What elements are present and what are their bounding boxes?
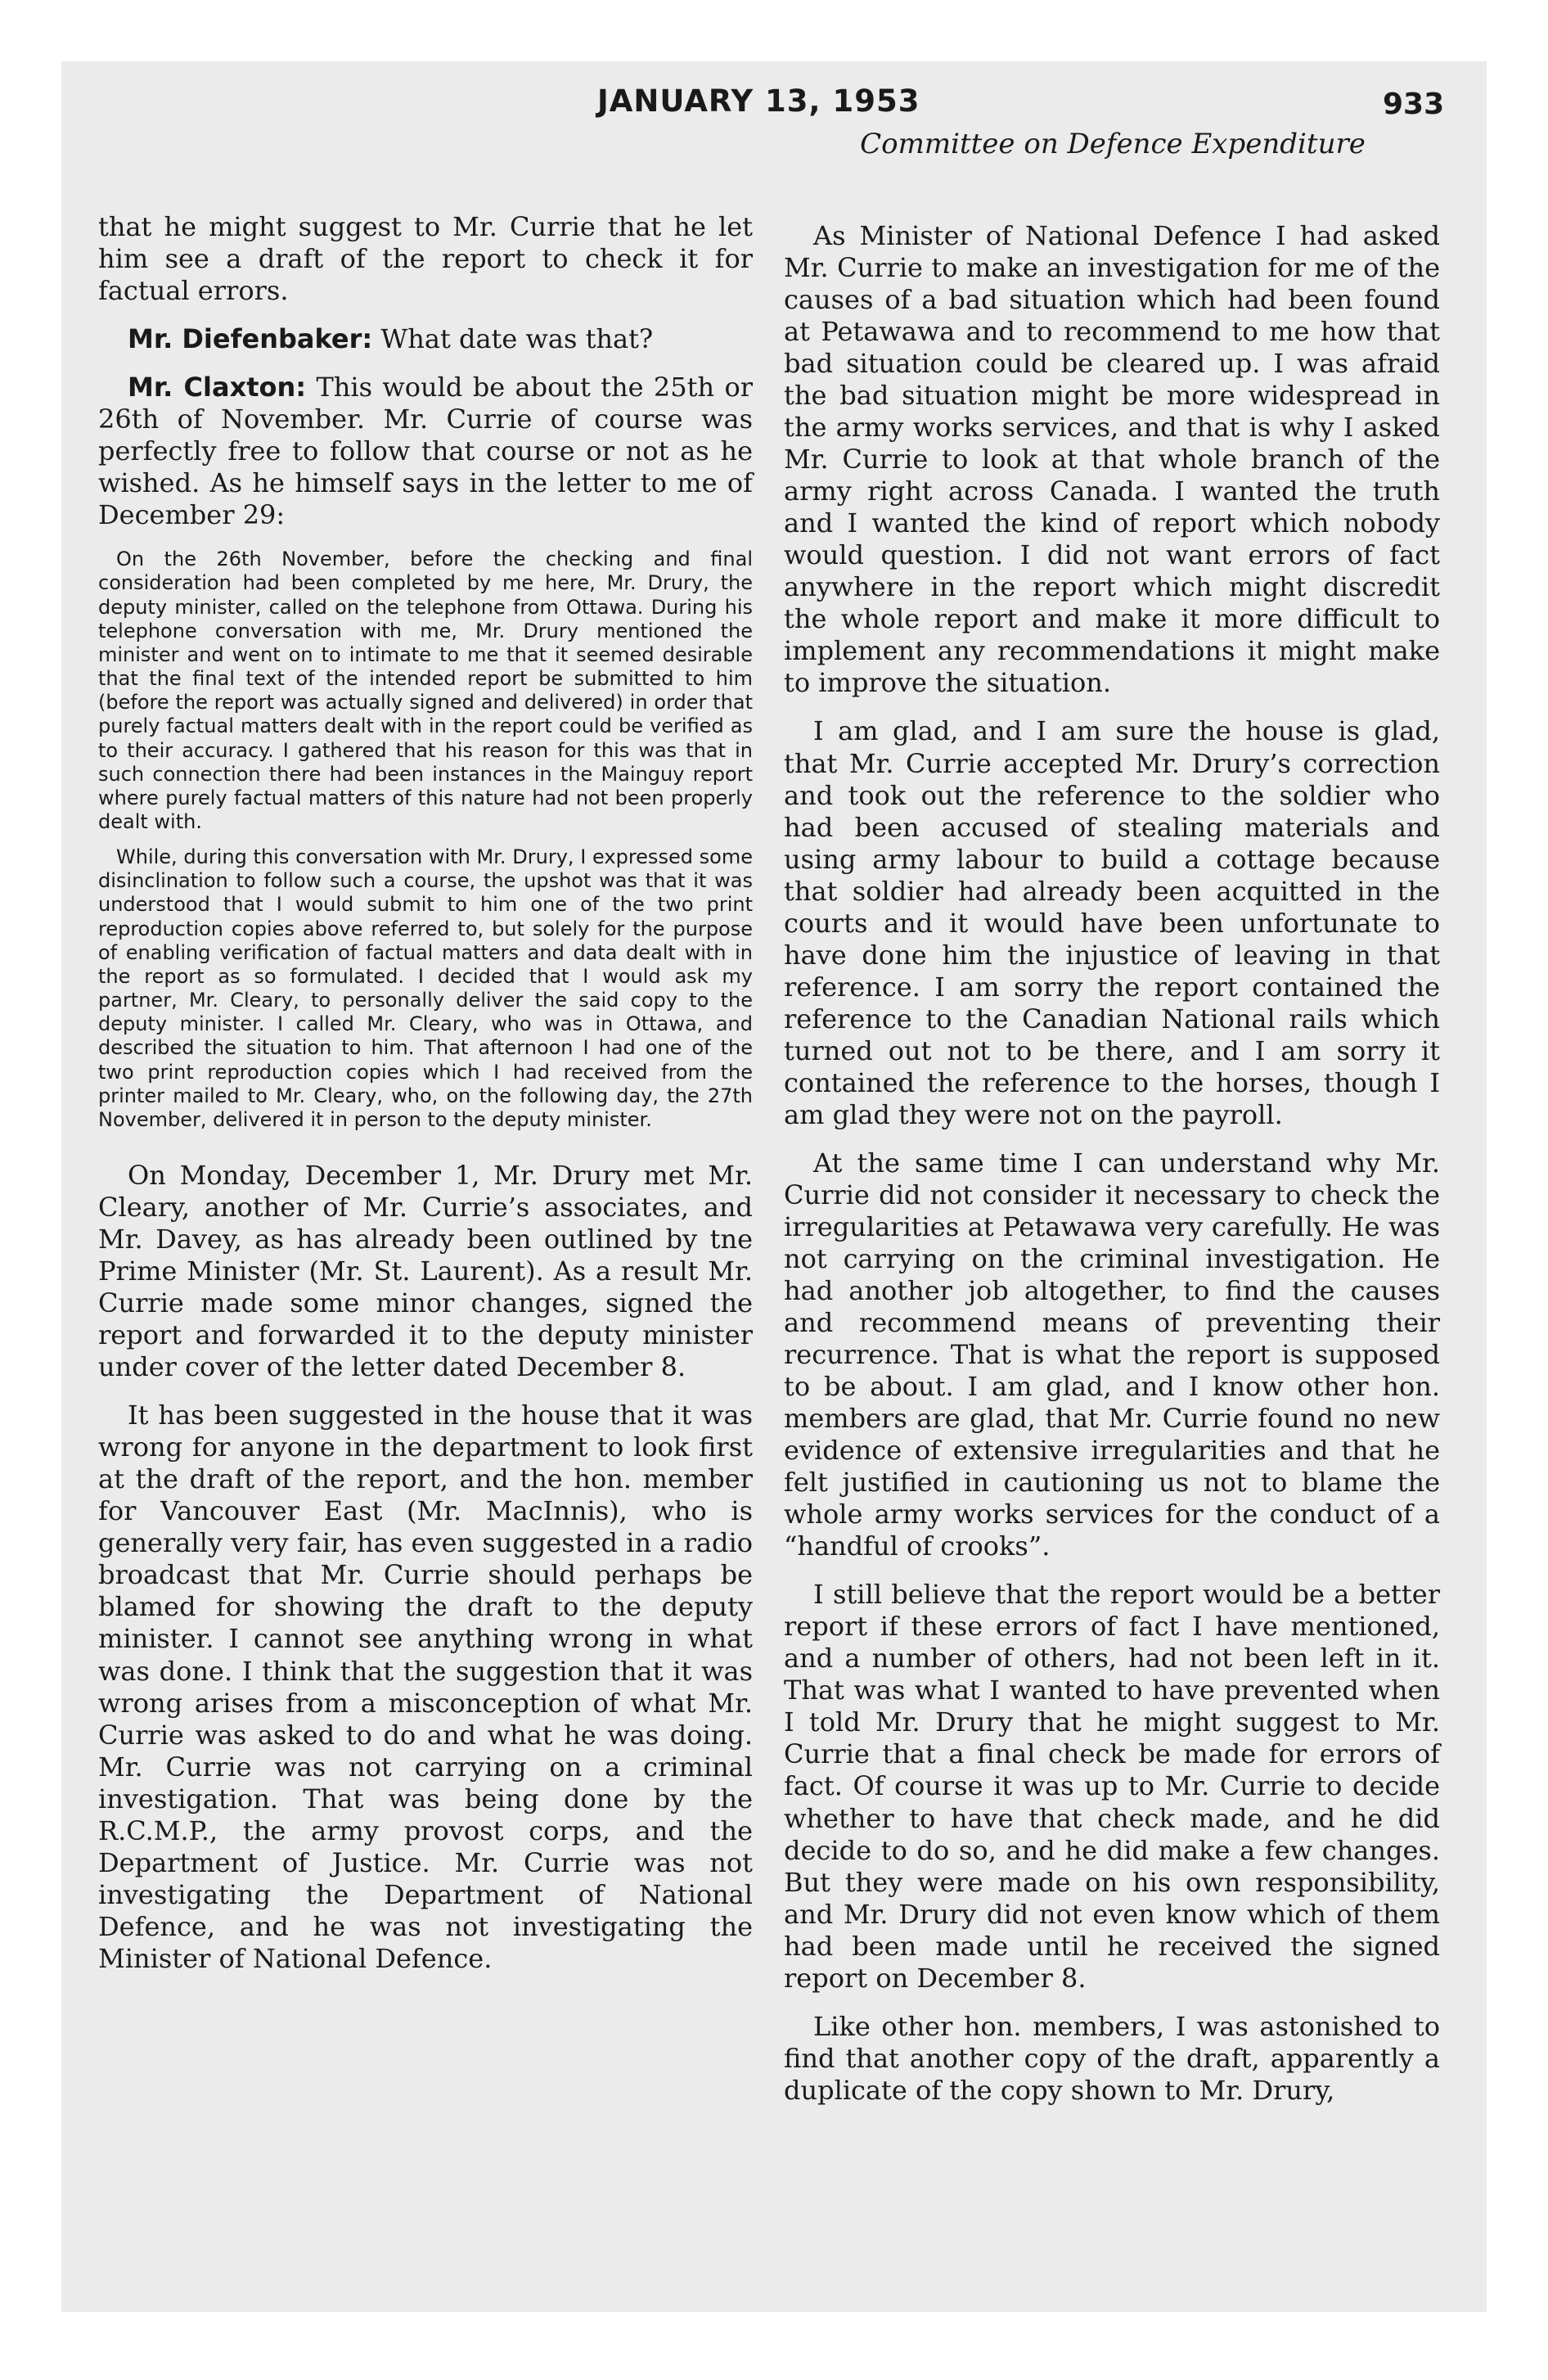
paragraph: It has been suggested in the house that it was wrong for anyone in the department to look first at the draft of the report, and the hon. member for Vancouver East (Mr. MacInnis), who is generally very fair, has even suggested in a radio broadcast that Mr. Currie should perhaps be blamed for showing the draft to the deputy minister. I cannot see anything wrong in what was done. I think that the suggestion that it was wrong arises from a misconception of what Mr. Currie was asked to do and what he was doing. Mr. Currie was not carrying on a criminal investigation. That was being done by the R.C.M.P., the army provost corps, and the Department of Justice. Mr. Currie was not investigating the Department of National Defence, and he was not investigating the Minister of National Defence.	[98, 1400, 753, 1974]
paragraph: I still believe that the report would be a better report if these errors of fact I have mentioned, and a number of others, had not been left in it. That was what I wanted to have prevented when I told Mr. Drury that he might suggest to Mr. Currie that a final check be made for errors of fact. Of course it was up to Mr. Currie to decide whether to have that check made, and he did decide to do so, and he did make a few changes. But they were made on his own responsibility, and Mr. Drury did not even know which of them had been made until he received the signed report on December 8.	[784, 1579, 1440, 1994]
quoted-letter-paragraph: While, during this conversation with Mr. Drury, I expressed some disinclination to follow such a course, the upshot was that it was understood that I would submit to him one of the two print reproduction copies above referred to, but solely for the purpose of enabling verification of factual matters and data dealt with in the report as so formulated. I decided that I would ask my partner, Mr. Cleary, to personally deliver the said copy to the deputy minister. I called Mr. Cleary, who was in Ottawa, and described the situation to him. That afternoon I had one of the two print reproduction copies which I had received from the printer mailed to Mr. Cleary, who, on the following day, the 27th November, delivered it in person to the deputy minister.	[98, 845, 753, 1131]
right-column	[784, 220, 1440, 2123]
speaker-name: Mr. Diefenbaker:	[128, 323, 373, 355]
paragraph: At the same time I can understand why Mr. Currie did not consider it necessary to check the irregularities at Petawawa very carefully. He was not carrying on the criminal investigation. He had another job altogether, to find the causes and recommend means of preventing their recurrence. That is what the report is supposed to be about. I am glad, and I know other hon. members are glad, that Mr. Currie found no new evidence of extensive irregularities and that he felt justified in cautioning us not to blame the whole army works services for the conduct of a “handful of crooks”.	[784, 1147, 1440, 1562]
page-number: 933	[1383, 88, 1445, 121]
speech-text: What date was that?	[372, 323, 654, 355]
left-column	[98, 211, 753, 1991]
paragraph: that he might suggest to Mr. Currie that he let him see a draft of the report to check it for factual errors.	[98, 211, 753, 307]
speaker-paragraph	[98, 372, 753, 531]
section-subtitle: Committee on Defence Expenditure	[860, 128, 1366, 160]
header-date: JANUARY 13, 1953	[597, 83, 920, 119]
paragraph: I am glad, and I am sure the house is glad, that Mr. Currie accepted Mr. Drury’s correction and took out the reference to the soldier who had been accused of stealing materials and using army labour to build a cottage because that soldier had already been acquitted in the courts and it would have been unfortunate to have done him the injustice of leaving in that reference. I am sorry the report contained the reference to the Canadian National rails which turned out not to be there, and I am sorry it contained the reference to the horses, though I am glad they were not on the payroll.	[784, 715, 1440, 1130]
speech-text: This would be about the 25th or 26th of November. Mr. Currie of course was perfectly free to follow that course or not as he wished. As he himself says in the letter to me of December 29:	[98, 372, 754, 531]
speaker-paragraph	[98, 323, 753, 355]
paragraph: As Minister of National Defence I had asked Mr. Currie to make an investigation for me of the causes of a bad situation which had been found at Petawawa and to recommend to me how that bad situation could be cleared up. I was afraid the bad situation might be more widespread in the army works services, and that is why I asked Mr. Currie to look at that whole branch of the army right across Canada. I wanted the truth and I wanted the kind of report which nobody would question. I did not want errors of fact anywhere in the report which might discredit the whole report and make it more difficult to implement any recommendations it might make to improve the situation.	[784, 220, 1440, 699]
quoted-letter-paragraph: On the 26th November, before the checking and final consideration had been completed by me here, Mr. Drury, the deputy minister, called on the telephone from Ottawa. During his telephone conversation with me, Mr. Drury mentioned the minister and went on to intimate to me that it seemed desirable that the final text of the intended report be submitted to him (before the report was actually signed and delivered) in order that purely factual matters dealt with in the report could be verified as to their accuracy. I gathered that his reason for this was that in such connection there had been instances in the Mainguy report where purely factual matters of this nature had not been properly dealt with.	[98, 548, 753, 833]
speaker-name: Mr. Claxton:	[128, 372, 307, 403]
paragraph: On Monday, December 1, Mr. Drury met Mr. Cleary, another of Mr. Currie’s associates, and Mr. Davey, as has already been outlined by tne Prime Minister (Mr. St. Laurent). As a result Mr. Currie made some minor changes, signed the report and forwarded it to the deputy minister under cover of the letter dated December 8.	[98, 1160, 753, 1383]
paragraph: Like other hon. members, I was astonished to find that another copy of the draft, apparently a duplicate of the copy shown to Mr. Drury,	[784, 2010, 1440, 2106]
